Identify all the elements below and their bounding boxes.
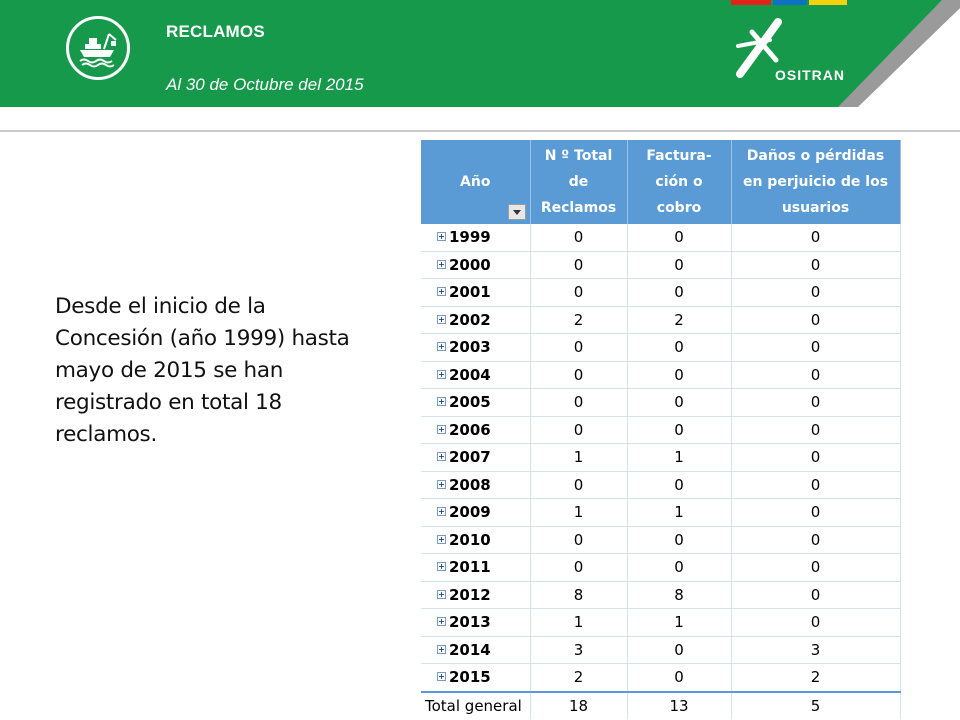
year-label: 2010: [449, 530, 491, 549]
table-row: [421, 471, 900, 499]
year-label: 2000: [449, 255, 491, 274]
table-row: [421, 279, 900, 307]
expand-plus-icon[interactable]: [437, 260, 446, 269]
total-row: [421, 692, 900, 719]
year-cell[interactable]: [421, 609, 530, 637]
header-banner: [0, 0, 960, 107]
brand-color-bars: [731, 0, 847, 5]
expand-plus-icon[interactable]: [437, 425, 446, 434]
year-cell[interactable]: [421, 334, 530, 362]
table-header-row: [421, 140, 900, 224]
danos-cell: 0: [731, 471, 900, 499]
expand-plus-icon[interactable]: [437, 287, 446, 296]
year-cell[interactable]: [421, 554, 530, 582]
filter-dropdown-icon[interactable]: [508, 204, 526, 220]
expand-plus-icon[interactable]: [437, 617, 446, 626]
danos-cell: 0: [731, 279, 900, 307]
year-label: 2013: [449, 613, 491, 632]
table-row: [421, 609, 900, 637]
table-row: [421, 224, 900, 251]
total-cell: 3: [530, 636, 627, 664]
danos-cell: 0: [731, 306, 900, 334]
total-label: Total general: [421, 692, 530, 719]
facturacion-cell: 0: [627, 389, 731, 417]
facturacion-cell: 1: [627, 499, 731, 527]
year-cell[interactable]: [421, 416, 530, 444]
facturacion-cell: 0: [627, 279, 731, 307]
facturacion-cell: 0: [627, 334, 731, 362]
header-background: [0, 0, 960, 107]
ositran-wordmark: OSITRAN: [775, 67, 845, 83]
facturacion-cell: 0: [627, 224, 731, 251]
facturacion-cell: 8: [627, 581, 731, 609]
danos-cell: 0: [731, 334, 900, 362]
year-cell[interactable]: [421, 306, 530, 334]
year-cell[interactable]: [421, 361, 530, 389]
facturacion-cell: 0: [627, 636, 731, 664]
danos-cell: 0: [731, 609, 900, 637]
year-cell[interactable]: [421, 664, 530, 692]
year-cell[interactable]: [421, 526, 530, 554]
table-row: [421, 636, 900, 664]
total-cell: 0: [530, 554, 627, 582]
total-cell: 1: [530, 499, 627, 527]
total-cell: 0: [530, 471, 627, 499]
expand-plus-icon[interactable]: [437, 480, 446, 489]
table-row: [421, 251, 900, 279]
header-subtitle: Al 30 de Octubre del 2015: [166, 75, 364, 94]
year-label: 2006: [449, 420, 491, 439]
total-cell: 0: [530, 334, 627, 362]
year-label: 2009: [449, 503, 491, 522]
year-label: 2003: [449, 338, 491, 357]
year-label: 2015: [449, 668, 491, 687]
year-label: 2014: [449, 640, 491, 659]
table-row: [421, 361, 900, 389]
expand-plus-icon[interactable]: [437, 507, 446, 516]
danos-cell: 3: [731, 636, 900, 664]
danos-cell: 0: [731, 389, 900, 417]
facturacion-cell: 0: [627, 416, 731, 444]
year-cell[interactable]: [421, 499, 530, 527]
header-title: RECLAMOS: [166, 22, 265, 41]
year-label: 2004: [449, 365, 491, 384]
expand-plus-icon[interactable]: [437, 342, 446, 351]
total-cell: 0: [530, 224, 627, 251]
danos-cell: 0: [731, 361, 900, 389]
expand-plus-icon[interactable]: [437, 645, 446, 654]
total-cell: 0: [530, 251, 627, 279]
danos-cell: 2: [731, 664, 900, 692]
table-row: [421, 526, 900, 554]
total-cell: 1: [530, 444, 627, 472]
total-cell: 0: [530, 416, 627, 444]
facturacion-cell: 0: [627, 471, 731, 499]
total-cell: 8: [530, 581, 627, 609]
year-label: 1999: [449, 228, 491, 247]
year-label: 2005: [449, 393, 491, 412]
column-header-total: N º Total de Reclamos: [530, 140, 627, 224]
expand-plus-icon[interactable]: [437, 452, 446, 461]
year-label: 2011: [449, 558, 491, 577]
year-cell[interactable]: [421, 581, 530, 609]
total-cell: 0: [530, 279, 627, 307]
total-cell: 0: [530, 389, 627, 417]
summary-text: Desde el inicio de la Concesión (año 1999) hasta mayo de 2015 se han registrado en total 18 reclamos.: [55, 294, 350, 447]
danos-cell: 0: [731, 416, 900, 444]
facturacion-cell: 1: [627, 609, 731, 637]
column-header-year: Año: [421, 140, 530, 224]
table-row: [421, 306, 900, 334]
claims-pivot-table: [421, 140, 901, 719]
year-cell[interactable]: [421, 251, 530, 279]
table-row: [421, 444, 900, 472]
expand-plus-icon[interactable]: [437, 562, 446, 571]
year-cell[interactable]: [421, 636, 530, 664]
year-label: 2001: [449, 283, 491, 302]
expand-plus-icon[interactable]: [437, 672, 446, 681]
facturacion-cell: 1: [627, 444, 731, 472]
header-divider: [0, 130, 960, 132]
year-label: 2007: [449, 448, 491, 467]
table-row: [421, 389, 900, 417]
table-row: [421, 554, 900, 582]
total-cell: 0: [530, 526, 627, 554]
table-row: [421, 499, 900, 527]
total-cell: 1: [530, 609, 627, 637]
facturacion-cell: 0: [627, 251, 731, 279]
total-cell: 0: [530, 361, 627, 389]
danos-cell: 0: [731, 581, 900, 609]
total-cell: 2: [530, 306, 627, 334]
danos-cell: 0: [731, 499, 900, 527]
year-cell[interactable]: [421, 471, 530, 499]
danos-cell: 0: [731, 224, 900, 251]
expand-plus-icon[interactable]: [437, 590, 446, 599]
table-row: [421, 334, 900, 362]
table-row: [421, 581, 900, 609]
year-label: 2002: [449, 310, 491, 329]
column-header-facturacion: Factura-ción o cobro: [627, 140, 731, 224]
danos-cell: 0: [731, 444, 900, 472]
year-label: 2008: [449, 475, 491, 494]
year-cell[interactable]: [421, 444, 530, 472]
table-row: [421, 416, 900, 444]
year-cell[interactable]: [421, 224, 530, 251]
facturacion-sum-cell: 13: [627, 692, 731, 719]
danos-cell: 0: [731, 251, 900, 279]
total-cell: 2: [530, 664, 627, 692]
expand-plus-icon[interactable]: [437, 315, 446, 324]
total-sum-cell: 18: [530, 692, 627, 719]
facturacion-cell: 0: [627, 526, 731, 554]
facturacion-cell: 2: [627, 306, 731, 334]
year-cell[interactable]: [421, 389, 530, 417]
facturacion-cell: 0: [627, 664, 731, 692]
danos-cell: 0: [731, 554, 900, 582]
expand-plus-icon[interactable]: [437, 397, 446, 406]
facturacion-cell: 0: [627, 554, 731, 582]
expand-plus-icon[interactable]: [437, 535, 446, 544]
facturacion-cell: 0: [627, 361, 731, 389]
danos-cell: 0: [731, 526, 900, 554]
ship-port-icon: [66, 16, 130, 80]
year-label: 2012: [449, 585, 491, 604]
danos-sum-cell: 5: [731, 692, 900, 719]
year-cell[interactable]: [421, 279, 530, 307]
table-row: [421, 664, 900, 692]
column-header-danos: Daños o pérdidas en perjuicio de los usuarios: [731, 140, 900, 224]
expand-plus-icon[interactable]: [437, 232, 446, 241]
expand-plus-icon[interactable]: [437, 370, 446, 379]
